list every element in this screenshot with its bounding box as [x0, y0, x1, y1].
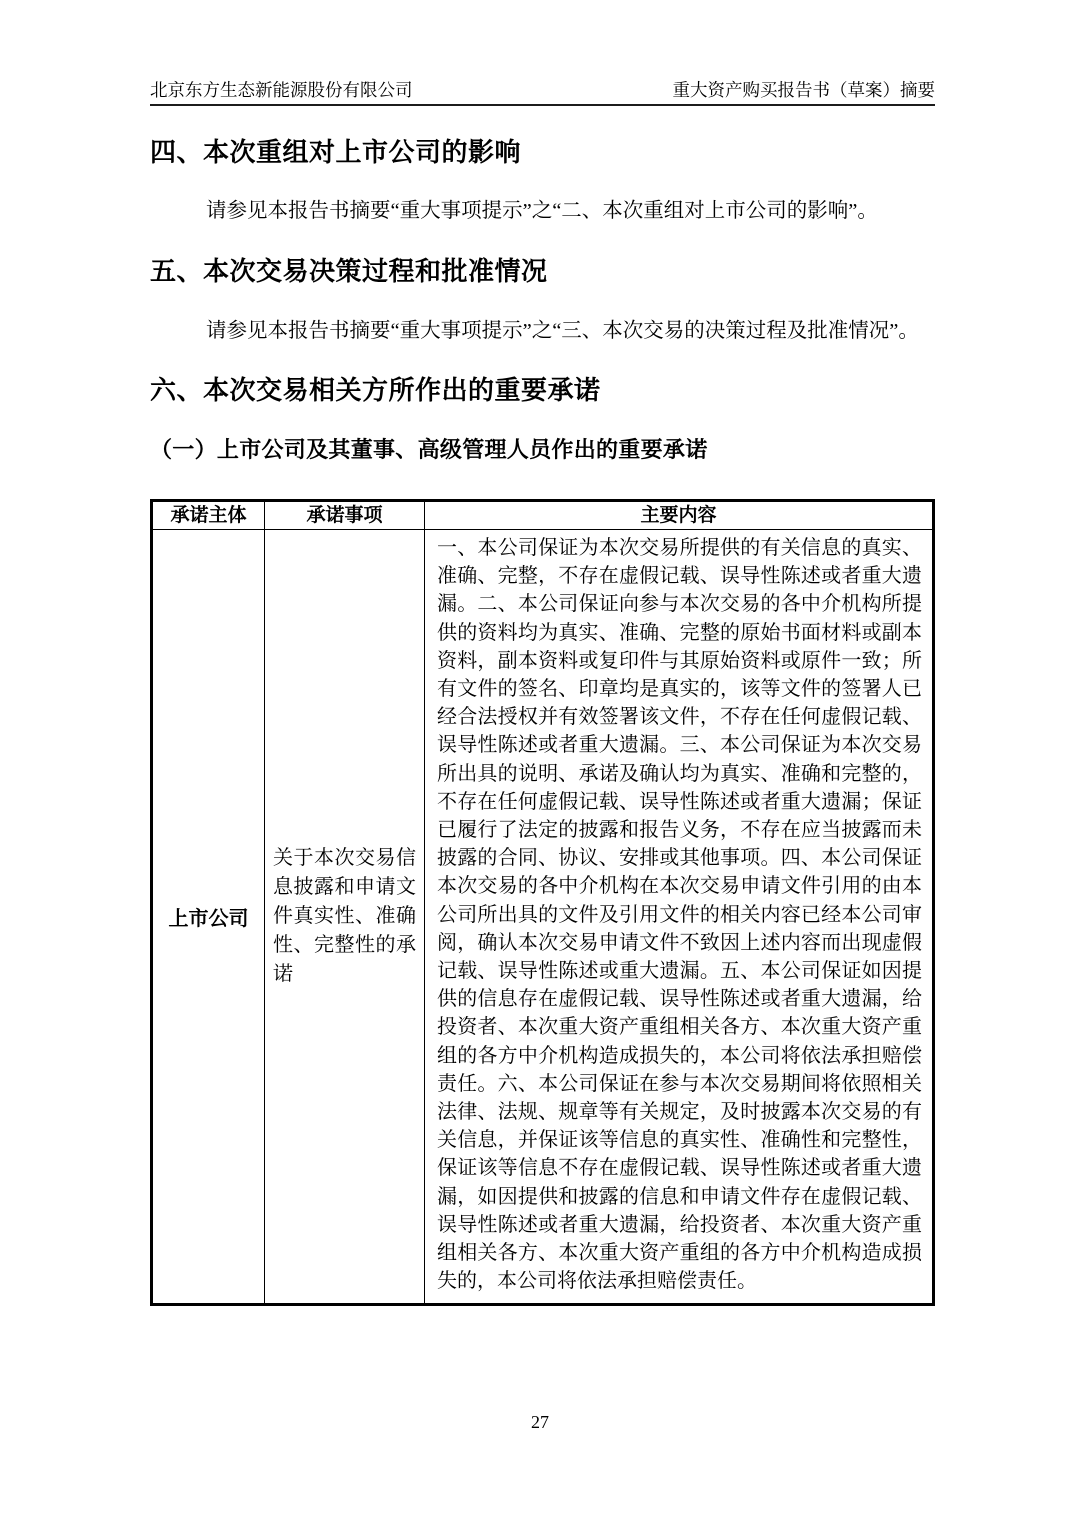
section-heading-4: 四、本次重组对上市公司的影响 [150, 137, 522, 167]
column-header-item: 承诺事项 [265, 501, 425, 530]
subsection-heading-6-1: （一）上市公司及其董事、高级管理人员作出的重要承诺 [150, 437, 708, 462]
table-header-row [152, 501, 934, 530]
page-header-rule [150, 80, 935, 106]
page-number: 27 [531, 1412, 549, 1432]
commitment-subject-cell: 上市公司 [152, 530, 265, 1305]
table-row [152, 530, 934, 1305]
header-document-title: 重大资产购买报告书（草案）摘要 [672, 80, 935, 100]
page-header [150, 0, 935, 106]
column-header-subject: 承诺主体 [152, 501, 265, 530]
section-heading-5: 五、本次交易决策过程和批准情况 [150, 256, 548, 286]
header-company-name: 北京东方生态新能源股份有限公司 [150, 80, 413, 100]
commitment-content-cell: 一、本公司保证为本次交易所提供的有关信息的真实、准确、完整，不存在虚假记载、误导性陈述或者重大遗漏。二、本公司保证向参与本次交易的各中介机构所提供的资料均为真实、准确、完整的原始书面材料或副本资料，副本资料或复印件与其原始资料或原件一致；所有文件的签名、印章均是真实的，该等文件的签署人已经合法授权并有效签署该文件，不存在任何虚假记载、误导性陈述或者重大遗漏。三、本公司保证为本次交易所出具的说明、承诺及确认均为真实、准确和完整的，不存在任何虚假记载、误导性陈述或者重大遗漏；保证已履行了法定的披露和报告义务，不存在应当披露而未披露的合同、协议、安排或其他事项。四、本公司保证本次交易的各中介机构在本次交易申请文件引用的由本公司所出具的文件及引用文件的相关内容已经本公司审阅，确认本次交易申请文件不致因上述内容而出现虚假记载、误导性陈述或重大遗漏。五、本公司保证如因提供的信息存在虚假记载、误导性陈述或者重大遗漏，给投资者、本次重大资产重组相关各方、本次重大资产重组的各方中介机构造成损失的，本公司将依法承担赔偿责任。六、本公司保证在参与本次交易期间将依照相关法律、法规、规章等有关规定，及时披露本次交易的有关信息，并保证该等信息的真实性、准确性和完整性，保证该等信息不存在虚假记载、误导性陈述或者重大遗漏，如因提供和披露的信息和申请文件存在虚假记载、误导性陈述或者重大遗漏，给投资者、本次重大资产重组相关各方、本次重大资产重组的各方中介机构造成损失的，本公司将依法承担赔偿责任。 [425, 530, 934, 1305]
commitment-item-cell: 关于本次交易信息披露和申请文件真实性、准确性、完整性的承诺 [265, 530, 425, 1305]
section-heading-6: 六、本次交易相关方所作出的重要承诺 [150, 375, 601, 405]
column-header-content: 主要内容 [425, 501, 934, 530]
commitments-table-header [152, 501, 934, 530]
section-4-paragraph: 请参见本报告书摘要“重大事项提示”之“二、本次重组对上市公司的影响”。 [206, 200, 878, 222]
commitments-table [150, 499, 935, 1306]
section-5-paragraph: 请参见本报告书摘要“重大事项提示”之“三、本次交易的决策过程及批准情况”。 [206, 320, 919, 342]
